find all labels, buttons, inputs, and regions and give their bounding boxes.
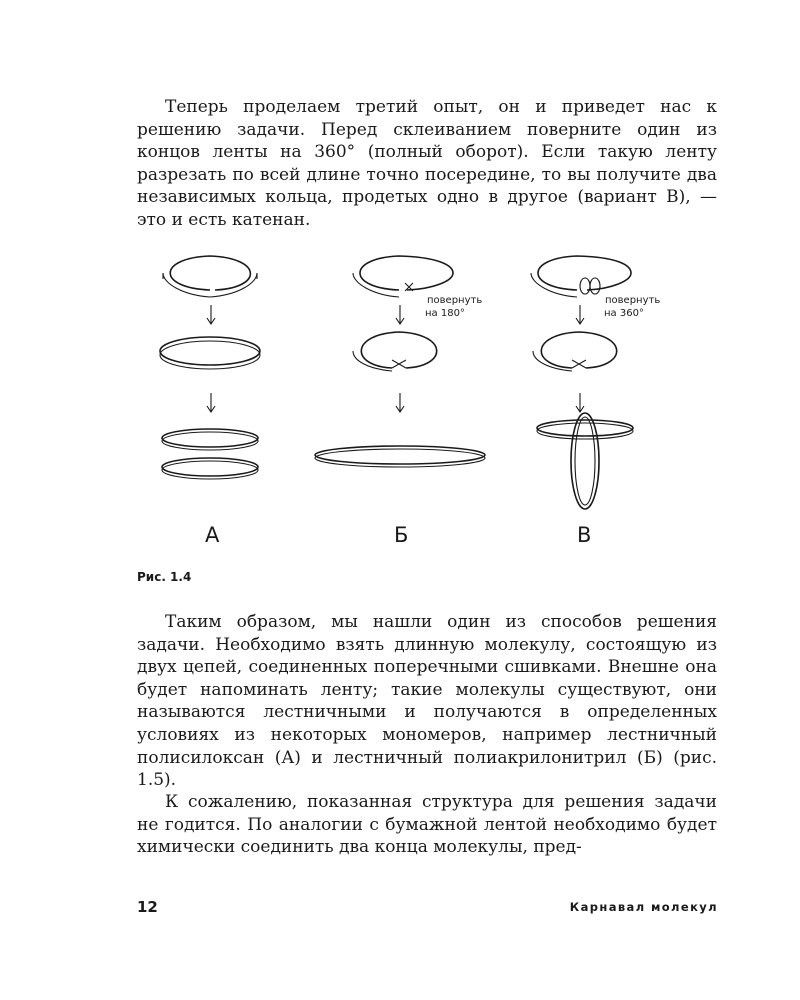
note-c-line1: повернуть: [605, 295, 661, 306]
paragraph-intro: Теперь проделаем третий опыт, он и приведет нас к решению задачи. Перед склеиванием поверните один из концов ленты на 360° (полный оборот). Если такую ленту разрезать по всей длине точно посередине, то вы получите два независимых кольца, продетых одно в другое (вариант В), — это и есть катенан.: [137, 97, 717, 230]
page-number: 12: [137, 898, 158, 916]
note-b-line2: на 180°: [425, 308, 465, 319]
figure-drawing: [137, 245, 717, 565]
note-c-line2: на 360°: [604, 308, 644, 319]
column-b-diagram: [315, 256, 485, 547]
column-c-label: В: [577, 523, 592, 547]
column-a-diagram: [160, 256, 260, 547]
column-c-diagram: [531, 256, 660, 547]
running-title: Карнавал молекул: [569, 900, 718, 914]
column-a-label: А: [205, 523, 220, 547]
note-b-line1: повернуть: [427, 295, 483, 306]
paragraph-ladder-molecules: Таким образом, мы нашли один из способов решения задачи. Необходимо взять длинную молекулу, состоящую из двух цепей, соединенных поперечными сшивками. Внешне она будет напоминать ленту; такие молекулы существуют, они называются лестничными и получаются в определенных условиях из некоторых мономеров, например лестничный полисилоксан (А) и лестничный полиакрилонитрил (Б) (рис. 1.5).: [137, 612, 717, 791]
paragraph-conclusion: К сожалению, показанная структура для решения задачи не годится. По аналогии с бумажной лентой необходимо будет химически соединить два конца молекулы, пред-: [137, 792, 717, 858]
figure-ribbon-experiments: [137, 245, 717, 565]
column-b-label: Б: [394, 523, 409, 547]
figure-caption: Рис. 1.4: [137, 570, 192, 584]
